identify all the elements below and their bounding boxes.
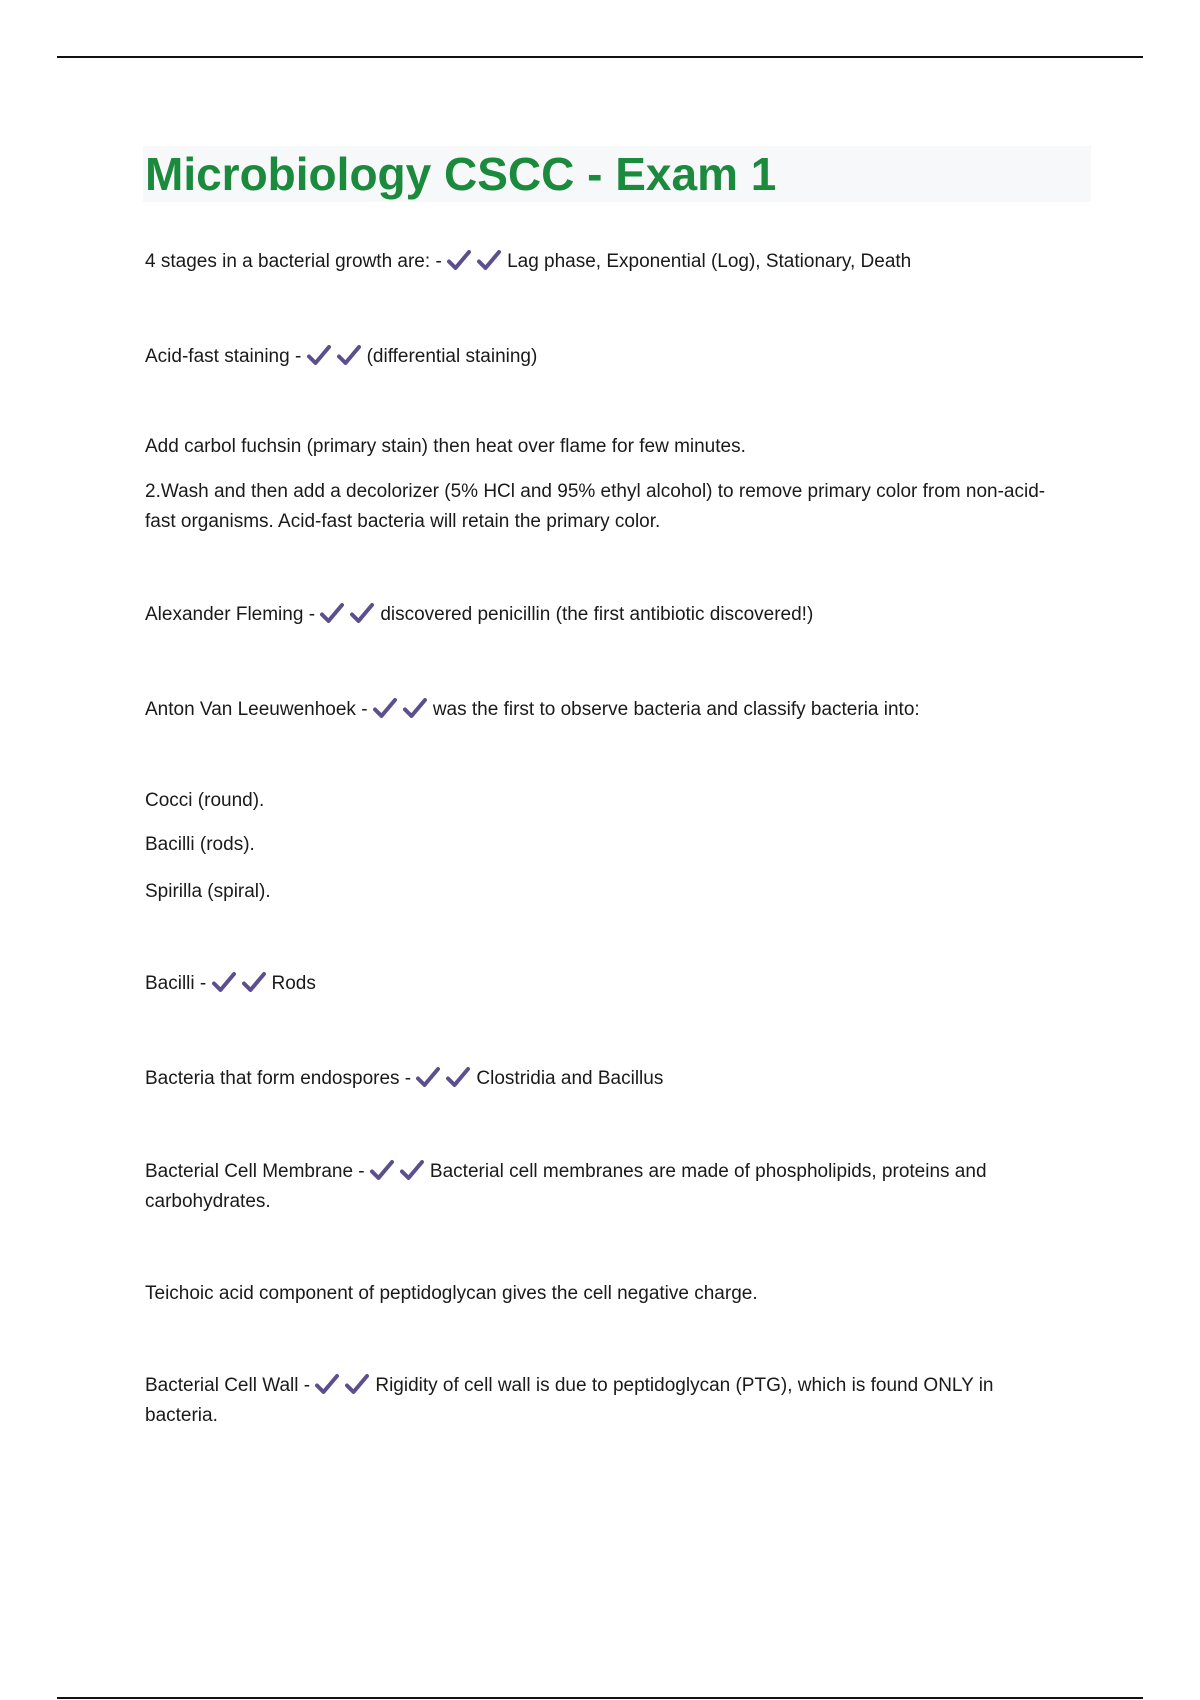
check-icon bbox=[320, 602, 344, 624]
qa-entry-leeuwenhoek bbox=[145, 695, 1065, 725]
entry-answer: Rods bbox=[271, 973, 316, 994]
entry-separator: - bbox=[194, 973, 212, 994]
check-icon bbox=[446, 1066, 470, 1088]
check-icon bbox=[416, 1066, 440, 1088]
entry-answer: Clostridia and Bacillus bbox=[476, 1068, 664, 1089]
entry-separator: - bbox=[355, 699, 373, 720]
entry-term: 4 stages in a bacterial growth are: bbox=[145, 251, 431, 272]
list-item: Cocci (round). bbox=[145, 790, 265, 811]
list-item: Spirilla (spiral). bbox=[145, 881, 271, 902]
check-icon bbox=[242, 971, 266, 993]
text-paragraph: Add carbol fuchsin (primary stain) then heat over flame for few minutes. bbox=[145, 436, 746, 457]
text-paragraph: 2.Wash and then add a decolorizer (5% HCl and 95% ethyl alcohol) to remove primary color from non-acid-fast organisms. Acid-fast bacteria will retain the primary color. bbox=[145, 481, 1046, 532]
check-icon bbox=[315, 1373, 339, 1395]
entry-separator: - bbox=[399, 1068, 417, 1089]
entry-separator: - bbox=[289, 346, 307, 367]
qa-entry-endospores bbox=[145, 1064, 1065, 1094]
check-icon bbox=[350, 602, 374, 624]
entry-term: Bacterial Cell Membrane bbox=[145, 1161, 354, 1182]
bottom-rule bbox=[57, 1697, 1143, 1699]
entry-answer: Bacterial cell membranes are made of phospholipids, proteins and carbohydrates. bbox=[145, 1161, 987, 1212]
entry-answer: Rigidity of cell wall is due to peptidoglycan (PTG), which is found ONLY in bacteria. bbox=[145, 1375, 994, 1426]
entry-term: Acid-fast staining bbox=[145, 346, 290, 367]
check-icon bbox=[307, 344, 331, 366]
qa-entry-cell-wall bbox=[145, 1371, 1065, 1431]
top-rule bbox=[57, 56, 1143, 58]
check-icon bbox=[345, 1373, 369, 1395]
check-icon bbox=[447, 249, 471, 271]
entry-separator: - bbox=[298, 1375, 316, 1396]
entry-term: Bacilli bbox=[145, 973, 195, 994]
text-paragraph: Teichoic acid component of peptidoglycan gives the cell negative charge. bbox=[145, 1283, 758, 1304]
list-item: Bacilli (rods). bbox=[145, 834, 255, 855]
page-title: Microbiology CSCC - Exam 1 bbox=[145, 148, 777, 200]
check-icon bbox=[477, 249, 501, 271]
qa-entry-cell-membrane bbox=[145, 1157, 1065, 1217]
qa-entry-fleming bbox=[145, 600, 1065, 630]
entry-separator: - bbox=[353, 1161, 370, 1182]
check-icon bbox=[337, 344, 361, 366]
entry-term: Alexander Fleming bbox=[145, 604, 304, 625]
check-icon bbox=[400, 1159, 424, 1181]
entry-answer: Lag phase, Exponential (Log), Stationary, Death bbox=[507, 251, 912, 272]
qa-entry-acid-fast bbox=[145, 342, 1065, 372]
qa-entry-growth-stages bbox=[145, 247, 1065, 277]
entry-term: Bacteria that form endospores bbox=[145, 1068, 400, 1089]
entry-term: Anton Van Leeuwenhoek bbox=[145, 699, 356, 720]
entry-separator: - bbox=[303, 604, 321, 625]
entry-separator: - bbox=[430, 251, 448, 272]
entry-answer: discovered penicillin (the first antibiotic discovered!) bbox=[380, 604, 814, 625]
entry-answer: (differential staining) bbox=[366, 346, 538, 367]
qa-entry-bacilli bbox=[145, 969, 1065, 999]
check-icon bbox=[370, 1159, 394, 1181]
check-icon bbox=[403, 697, 427, 719]
check-icon bbox=[373, 697, 397, 719]
entry-answer: was the first to observe bacteria and classify bacteria into: bbox=[432, 699, 920, 720]
entry-term: Bacterial Cell Wall bbox=[145, 1375, 299, 1396]
check-icon bbox=[212, 971, 236, 993]
